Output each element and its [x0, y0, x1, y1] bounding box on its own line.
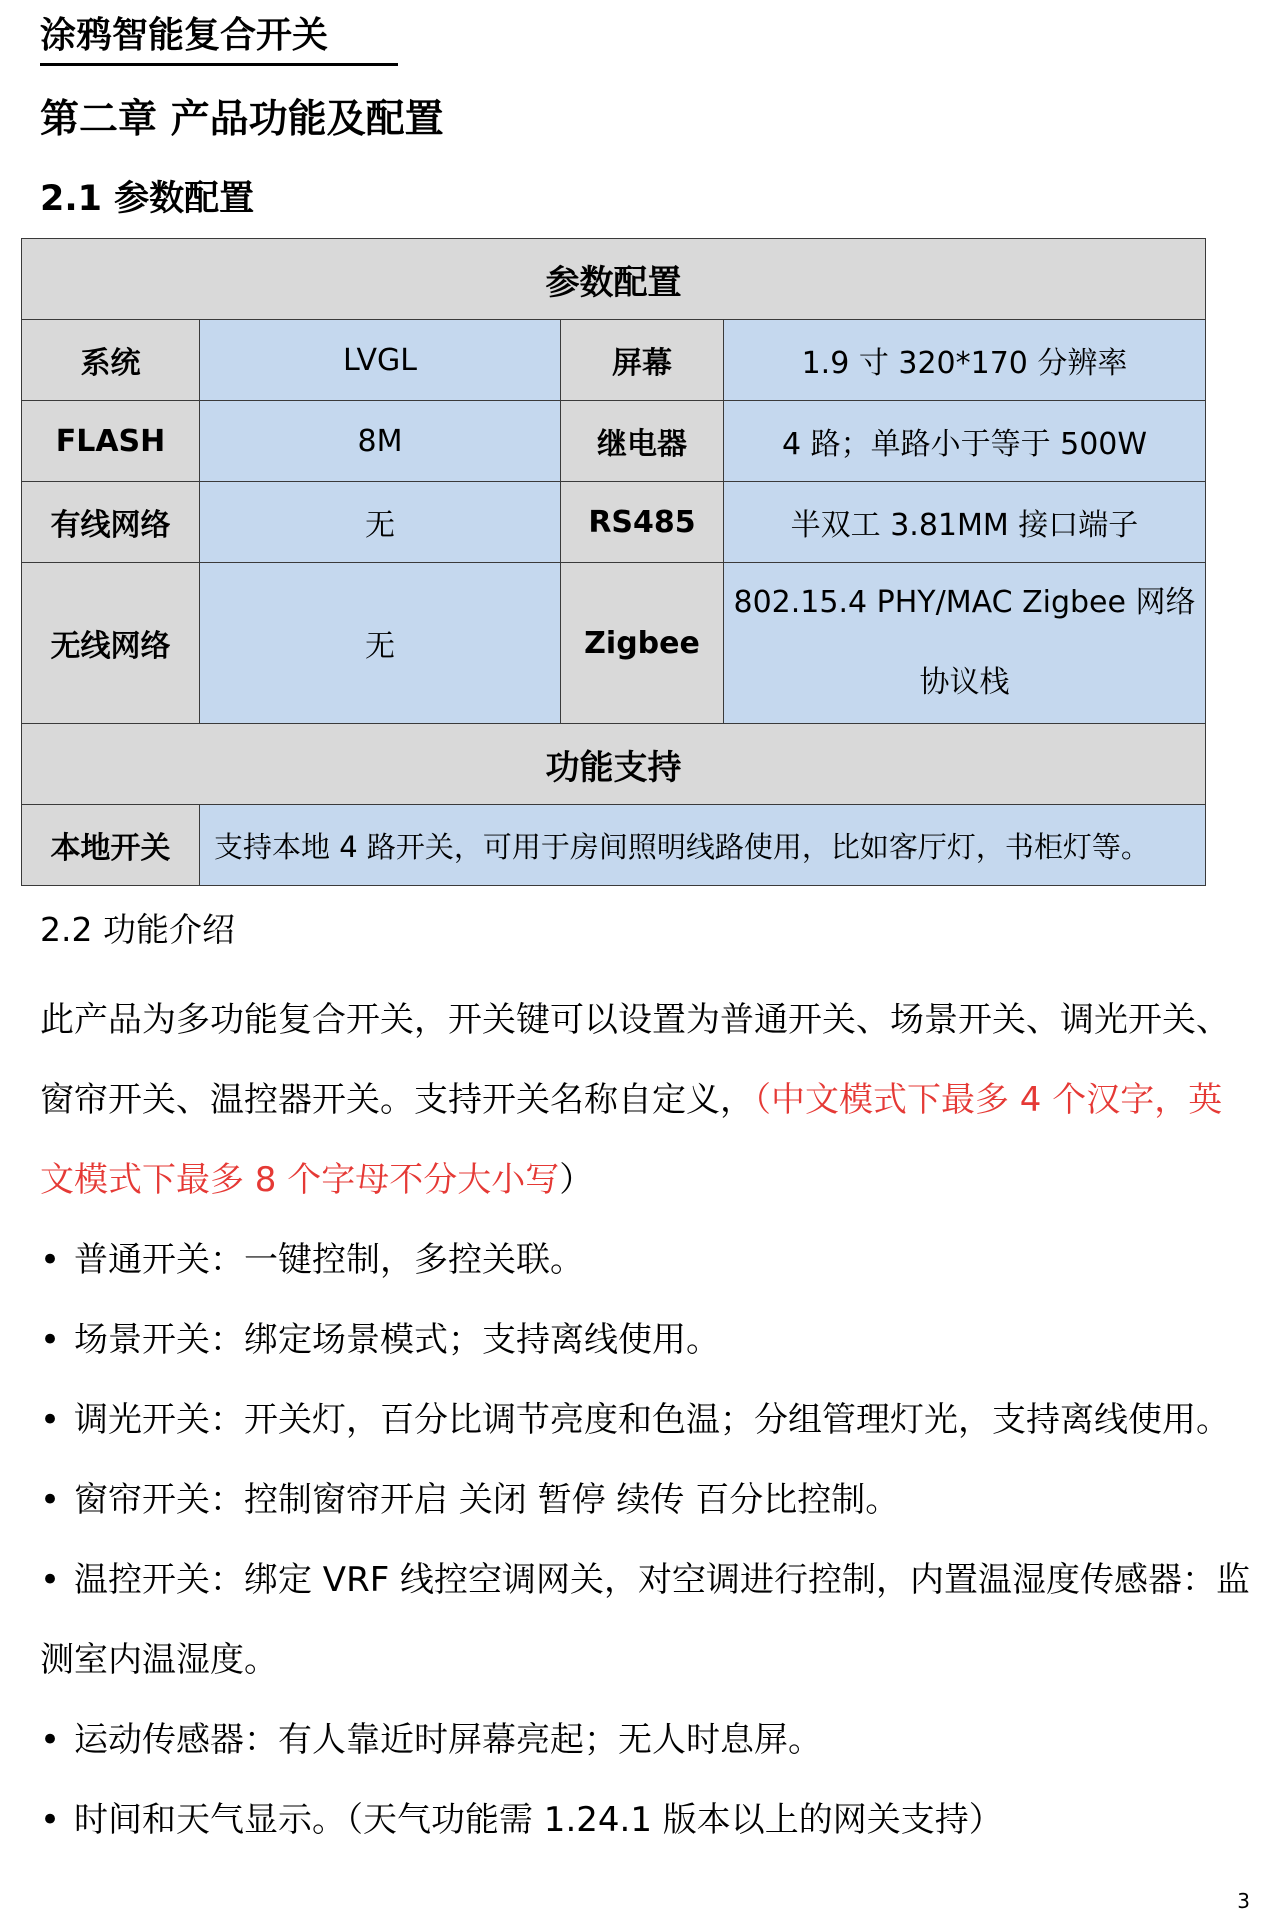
list-item-text: 调光开关：开关灯，百分比调节亮度和色温；分组管理灯光，支持离线使用。 — [74, 1400, 1230, 1440]
list-item — [40, 1780, 1255, 1860]
param-value: 1.9 寸 320*170 分辨率 — [724, 320, 1206, 401]
table-row — [22, 563, 1206, 724]
list-item — [40, 1540, 1255, 1700]
list-item-text: 时间和天气显示。（天气功能需 1.24.1 版本以上的网关支持） — [74, 1800, 1003, 1840]
bullet-icon: • — [40, 1400, 61, 1440]
list-item — [40, 1300, 1255, 1380]
page-number: 3 — [1237, 1889, 1250, 1913]
bullet-icon: • — [40, 1320, 61, 1360]
table-row — [22, 805, 1206, 886]
section-title: 2.1 参数配置 — [40, 179, 255, 219]
param-key: 屏幕 — [561, 320, 724, 401]
bullet-icon: • — [40, 1480, 61, 1520]
param-key: FLASH — [22, 401, 200, 482]
feature-value: 支持本地 4 路开关，可用于房间照明线路使用，比如客厅灯，书柜灯等。 — [200, 805, 1206, 886]
list-item-text: 运动传感器：有人靠近时屏幕亮起；无人时息屏。 — [74, 1720, 822, 1760]
table-row — [22, 482, 1206, 563]
list-item-text: 温控开关：绑定 VRF 线控空调网关，对空调进行控制，内置温湿度传感器：监测室内温湿度。 — [40, 1560, 1251, 1680]
bullet-icon: • — [40, 1560, 61, 1600]
param-value: 无 — [200, 563, 561, 724]
bullet-icon: • — [40, 1720, 61, 1760]
param-value: 4 路；单路小于等于 500W — [724, 401, 1206, 482]
list-item-text: 普通开关：一键控制，多控关联。 — [74, 1240, 584, 1280]
paragraph-highlight: （中文模式下最多 4 个汉字，英文模式下最多 8 个字母不分大小写 — [40, 1080, 1223, 1200]
table-header: 参数配置 — [22, 239, 1206, 320]
chapter-title: 第二章 产品功能及配置 — [40, 97, 444, 142]
paragraph-text: 此产品为多功能复合开关，开关键可以设置为普通开关、场景开关、调光开关、窗帘开关、温控器开关。支持开关名称自定义， — [40, 1000, 1230, 1120]
list-item — [40, 1700, 1255, 1780]
table-row — [22, 401, 1206, 482]
param-key: 有线网络 — [22, 482, 200, 563]
param-key: 继电器 — [561, 401, 724, 482]
list-item — [40, 1220, 1255, 1300]
param-value: 半双工 3.81MM 接口端子 — [724, 482, 1206, 563]
list-item — [40, 1380, 1255, 1460]
intro-heading: 2.2 功能介绍 — [40, 910, 235, 949]
param-key: 无线网络 — [22, 563, 200, 724]
feature-header: 功能支持 — [22, 724, 1206, 805]
param-value: 802.15.4 PHY/MAC Zigbee 网络协议栈 — [724, 563, 1206, 724]
list-item-text: 场景开关：绑定场景模式；支持离线使用。 — [74, 1320, 720, 1360]
bullet-icon: • — [40, 1240, 61, 1280]
feature-list — [40, 1220, 1255, 1860]
bullet-icon: • — [40, 1800, 61, 1840]
param-key: Zigbee — [561, 563, 724, 724]
list-item-text: 窗帘开关：控制窗帘开启 关闭 暂停 续传 百分比控制。 — [74, 1480, 900, 1520]
document-title: 涂鸦智能复合开关 — [40, 15, 329, 56]
table-row — [22, 320, 1206, 401]
parameter-table — [21, 238, 1206, 886]
list-item — [40, 1460, 1255, 1540]
feature-key: 本地开关 — [22, 805, 200, 886]
intro-paragraph — [40, 980, 1255, 1220]
param-key: 系统 — [22, 320, 200, 401]
title-underline — [40, 63, 398, 66]
param-value: 8M — [200, 401, 561, 482]
param-value: LVGL — [200, 320, 561, 401]
param-value: 无 — [200, 482, 561, 563]
paragraph-end: ） — [559, 1160, 594, 1200]
param-key: RS485 — [561, 482, 724, 563]
